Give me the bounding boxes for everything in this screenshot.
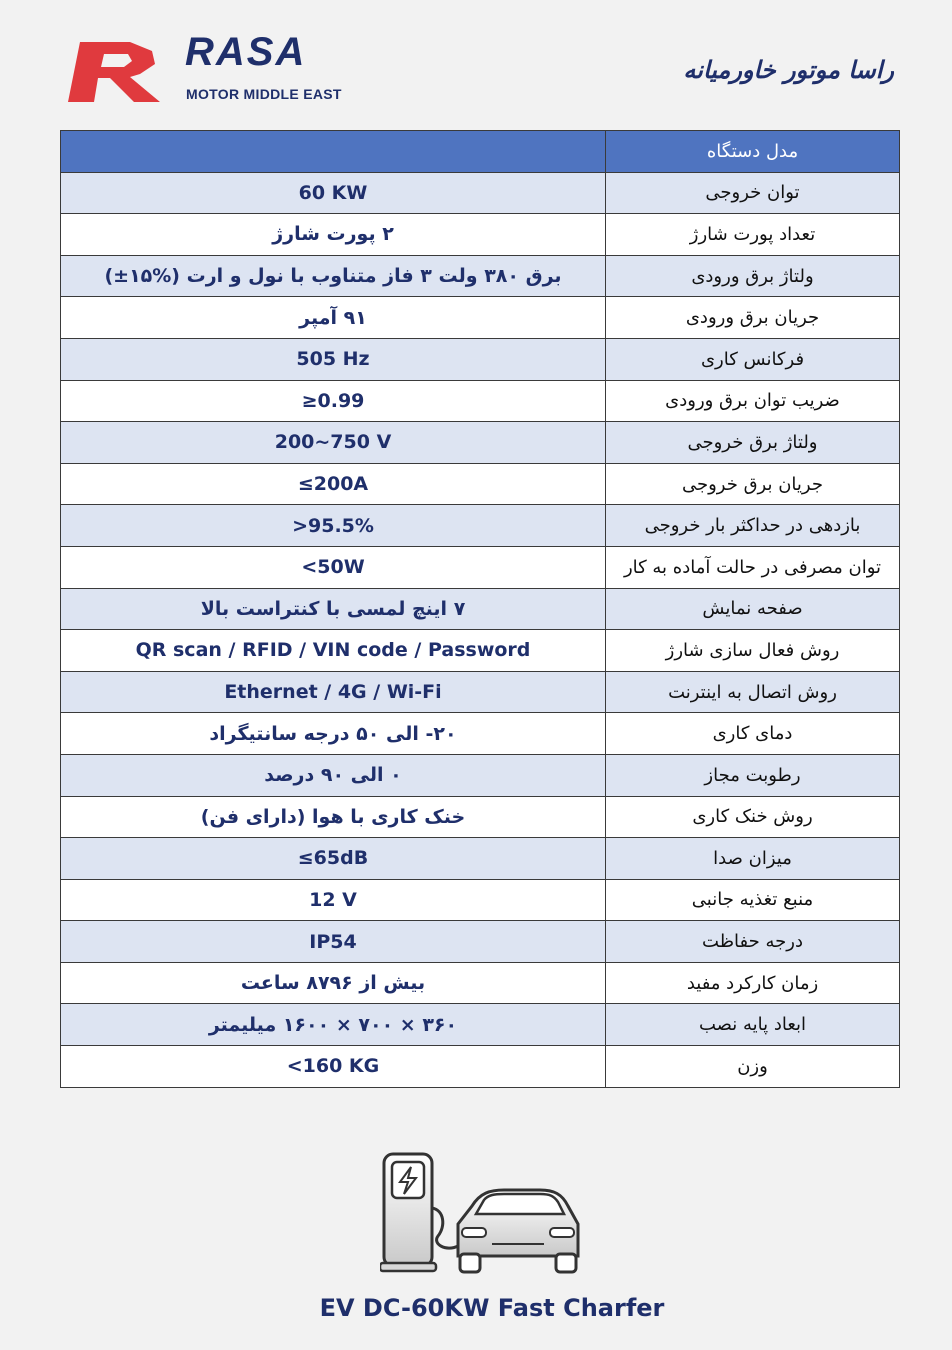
spec-label: بازدهی در حداکثر بار خروجی (606, 505, 900, 547)
spec-value: >95.5% (61, 505, 606, 547)
spec-value: 60 KW (61, 172, 606, 214)
spec-label: منبع تغذیه جانبی (606, 879, 900, 921)
spec-row (61, 838, 900, 880)
spec-label: ولتاژ برق خروجی (606, 422, 900, 464)
spec-value: ۷ اینچ لمسی با کنتراست بالا (61, 588, 606, 630)
spec-value: ۹۱ آمپر (61, 297, 606, 339)
spec-value: ۳۶۰ × ۷۰۰ × ۱۶۰۰ میلیمتر (61, 1004, 606, 1046)
spec-label: توان خروجی (606, 172, 900, 214)
spec-label: رطوبت مجاز (606, 754, 900, 796)
spec-row (61, 380, 900, 422)
spec-label: توان مصرفی در حالت آماده به کار (606, 546, 900, 588)
brand-name: RASA (185, 30, 307, 74)
spec-label: روش فعال سازی شارژ (606, 630, 900, 672)
spec-value: بیش از ۸۷۹۶ ساعت (61, 962, 606, 1004)
spec-label: ابعاد پایه نصب (606, 1004, 900, 1046)
spec-value: ۲ پورت شارژ (61, 214, 606, 256)
header-label-cell: مدل دستگاه (606, 131, 900, 173)
spec-label: میزان صدا (606, 838, 900, 880)
spec-label: تعداد پورت شارژ (606, 214, 900, 256)
spec-row (61, 754, 900, 796)
spec-row (61, 338, 900, 380)
spec-value: <160 KG (61, 1046, 606, 1088)
spec-label: جریان برق ورودی (606, 297, 900, 339)
spec-label: ولتاژ برق ورودی (606, 255, 900, 297)
spec-value: IP54 (61, 921, 606, 963)
spec-row (61, 422, 900, 464)
spec-value: 200~750 V (61, 422, 606, 464)
spec-row (61, 463, 900, 505)
company-title: راسا موتور خاورمیانه (683, 56, 894, 84)
spec-row (61, 1004, 900, 1046)
header-value-cell (61, 131, 606, 173)
spec-value: ≤200A (61, 463, 606, 505)
spec-value: <50W (61, 546, 606, 588)
ev-charger-car-icon (380, 1148, 580, 1278)
product-title: EV DC-60KW Fast Charfer (319, 1294, 665, 1322)
table-header-row (61, 131, 900, 173)
spec-value: خنک کاری با هوا (دارای فن) (61, 796, 606, 838)
spec-row (61, 796, 900, 838)
spec-row (61, 588, 900, 630)
spec-row (61, 255, 900, 297)
spec-label: جریان برق خروجی (606, 463, 900, 505)
spec-label: ضریب توان برق ورودی (606, 380, 900, 422)
spec-row (61, 921, 900, 963)
spec-row (61, 1046, 900, 1088)
spec-value: برق ۳۸۰ ولت ۳ فاز متناوب با نول و ارت (%۱۵±) (61, 255, 606, 297)
spec-value: 505 Hz (61, 338, 606, 380)
spec-value: Ethernet / 4G / Wi-Fi (61, 671, 606, 713)
spec-row (61, 671, 900, 713)
spec-label: درجه حفاظت (606, 921, 900, 963)
spec-value: QR scan / RFID / VIN code / Password (61, 630, 606, 672)
spec-row (61, 297, 900, 339)
spec-row (61, 630, 900, 672)
spec-label: وزن (606, 1046, 900, 1088)
spec-table (60, 130, 900, 1088)
spec-row (61, 962, 900, 1004)
spec-value: ≥0.99 (61, 380, 606, 422)
spec-row (61, 546, 900, 588)
spec-label: روش خنک کاری (606, 796, 900, 838)
spec-label: روش اتصال به اینترنت (606, 671, 900, 713)
spec-label: صفحه نمایش (606, 588, 900, 630)
spec-label: زمان کارکرد مفید (606, 962, 900, 1004)
spec-row (61, 172, 900, 214)
rasa-logo-icon (66, 40, 162, 104)
spec-value: ۲۰- الی ۵۰ درجه سانتیگراد (61, 713, 606, 755)
spec-label: فرکانس کاری (606, 338, 900, 380)
spec-row (61, 713, 900, 755)
spec-row (61, 879, 900, 921)
page-header (0, 0, 952, 120)
spec-value: ۰ الی ۹۰ درصد (61, 754, 606, 796)
spec-row (61, 214, 900, 256)
brand-tagline: MOTOR MIDDLE EAST (186, 86, 342, 102)
spec-row (61, 505, 900, 547)
spec-value: ≤65dB (61, 838, 606, 880)
spec-label: دمای کاری (606, 713, 900, 755)
spec-value: 12 V (61, 879, 606, 921)
